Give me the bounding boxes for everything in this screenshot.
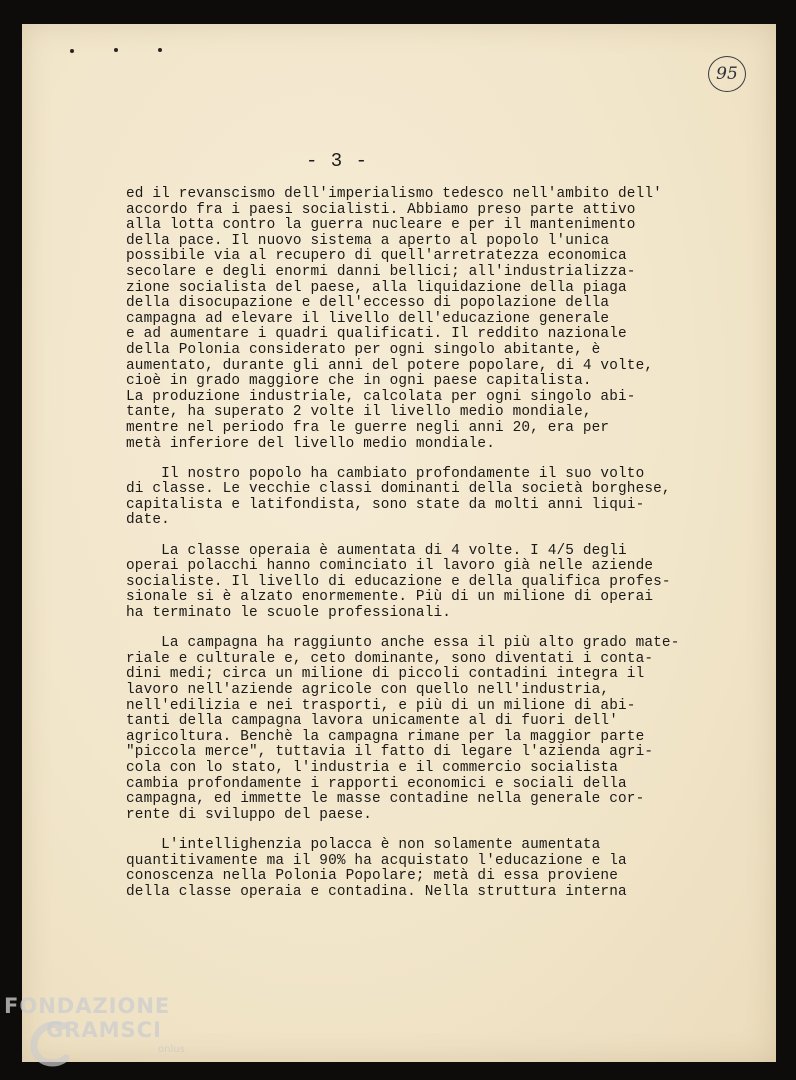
text-line: lavoro nell'aziende agricole con quello nell'industria, <box>126 682 610 698</box>
text-line: della classe operaia e contadina. Nella struttura interna <box>126 883 627 900</box>
text-line: cambia profondamente i rapporti economici e sociali della <box>126 775 627 792</box>
paragraph <box>126 187 766 452</box>
text-line: tanti della campagna lavora unicamente al di fuori dell' <box>126 713 619 730</box>
text-line: operai polacchi hanno cominciato il lavoro già nelle aziende <box>126 558 654 575</box>
paragraph <box>126 636 766 823</box>
text-line: della pace. Il nuovo sistema a aperto al popolo l'unica <box>126 232 610 249</box>
punch-hole-mark <box>114 48 118 52</box>
text-line: zione socialista del paese, alla liquidazione della piaga <box>126 279 627 296</box>
paragraph <box>126 544 766 622</box>
text-line: di classe. Le vecchie classi dominanti della società borghese, <box>126 481 671 498</box>
text-line: della Polonia considerato per ogni singolo abitante, è <box>126 341 601 358</box>
fondazione-gramsci-watermark <box>0 994 210 1074</box>
watermark-subtitle: onlus <box>158 1044 185 1055</box>
text-line: nell'edilizia e nei trasporti, e più di un milione di abi- <box>126 697 636 714</box>
text-line: Il nostro popolo ha cambiato profondamente il suo volto <box>126 465 645 482</box>
text-line: cioè in grado maggiore che in ogni paese capitalista. <box>126 373 592 390</box>
text-line: "piccola merce", tuttavia il fatto di legare l'azienda agri- <box>126 744 654 761</box>
archive-page-number: 95 <box>708 56 746 92</box>
text-line: La campagna ha raggiunto anche essa il più alto grado mate- <box>126 635 680 652</box>
text-line: capitalista e latifondista, sono state da molti anni liqui- <box>126 496 645 513</box>
text-line: socialiste. Il livello di educazione e della qualifica profes- <box>126 573 671 590</box>
text-line: quantitivamente ma il 90% ha acquistato l'educazione e la <box>126 852 627 869</box>
text-line: cola con lo stato, l'industria e il commercio socialista <box>126 759 619 776</box>
watermark-title: FONDAZIONE <box>4 994 171 1018</box>
text-line: aumentato, durante gli anni del potere popolare, di 4 volte, <box>126 357 654 374</box>
text-line: secolare e degli enormi danni bellici; all'industrializza- <box>126 263 636 280</box>
text-line: date. <box>126 512 170 529</box>
text-line: possibile via al recupero di quell'arretratezza economica <box>126 248 627 265</box>
text-line: accordo fra i paesi socialisti. Abbiamo preso parte attivo <box>126 201 636 218</box>
text-line: tante, ha superato 2 volte il livello medio mondiale, <box>126 404 592 421</box>
text-line: conoscenza nella Polonia Popolare; metà di essa proviene <box>126 868 619 885</box>
text-line: alla lotta contro la guerra nucleare e per il mantenimento <box>126 217 636 234</box>
text-line: riale e culturale e, ceto dominante, sono diventati i conta- <box>126 650 654 667</box>
typed-text-body <box>126 187 766 900</box>
text-line: La produzione industriale, calcolata per ogni singolo abi- <box>126 388 636 405</box>
text-line: agricoltura. Benchè la campagna rimane per la maggior parte <box>126 728 645 745</box>
text-line: campagna, ed immette le masse contadine nella generale cor- <box>126 791 645 808</box>
page-number: - 3 - <box>305 150 368 172</box>
punch-hole-mark <box>70 49 74 53</box>
text-line: sionale si è alzato enormemente. Più di un milione di operai <box>126 589 654 606</box>
text-line: ha terminato le scuole professionali. <box>126 605 452 622</box>
text-line: della disocupazione e dell'eccesso di popolazione della <box>126 295 610 312</box>
text-line: metà inferiore del livello medio mondiale. <box>126 435 496 452</box>
paragraph <box>126 467 766 529</box>
text-line: L'intellighenzia polacca è non solamente aumentata <box>126 836 601 853</box>
text-line: e ad aumentare i quadri qualificati. Il reddito nazionale <box>126 326 627 343</box>
punch-hole-mark <box>158 48 162 52</box>
text-line: La classe operaia è aumentata di 4 volte. I 4/5 degli <box>126 542 627 559</box>
text-line: mentre nel periodo fra le guerre negli anni 20, era per <box>126 419 610 436</box>
text-line: campagna ad elevare il livello dell'educazione generale <box>126 310 610 327</box>
text-line: dini medi; circa un milione di piccoli contadini integra il <box>126 666 645 683</box>
text-line: rente di sviluppo del paese. <box>126 806 373 823</box>
paragraph <box>126 838 766 900</box>
text-line: ed il revanscismo dell'imperialismo tedesco nell'ambito dell' <box>126 186 662 202</box>
watermark-name: GRAMSCI <box>46 1018 162 1042</box>
